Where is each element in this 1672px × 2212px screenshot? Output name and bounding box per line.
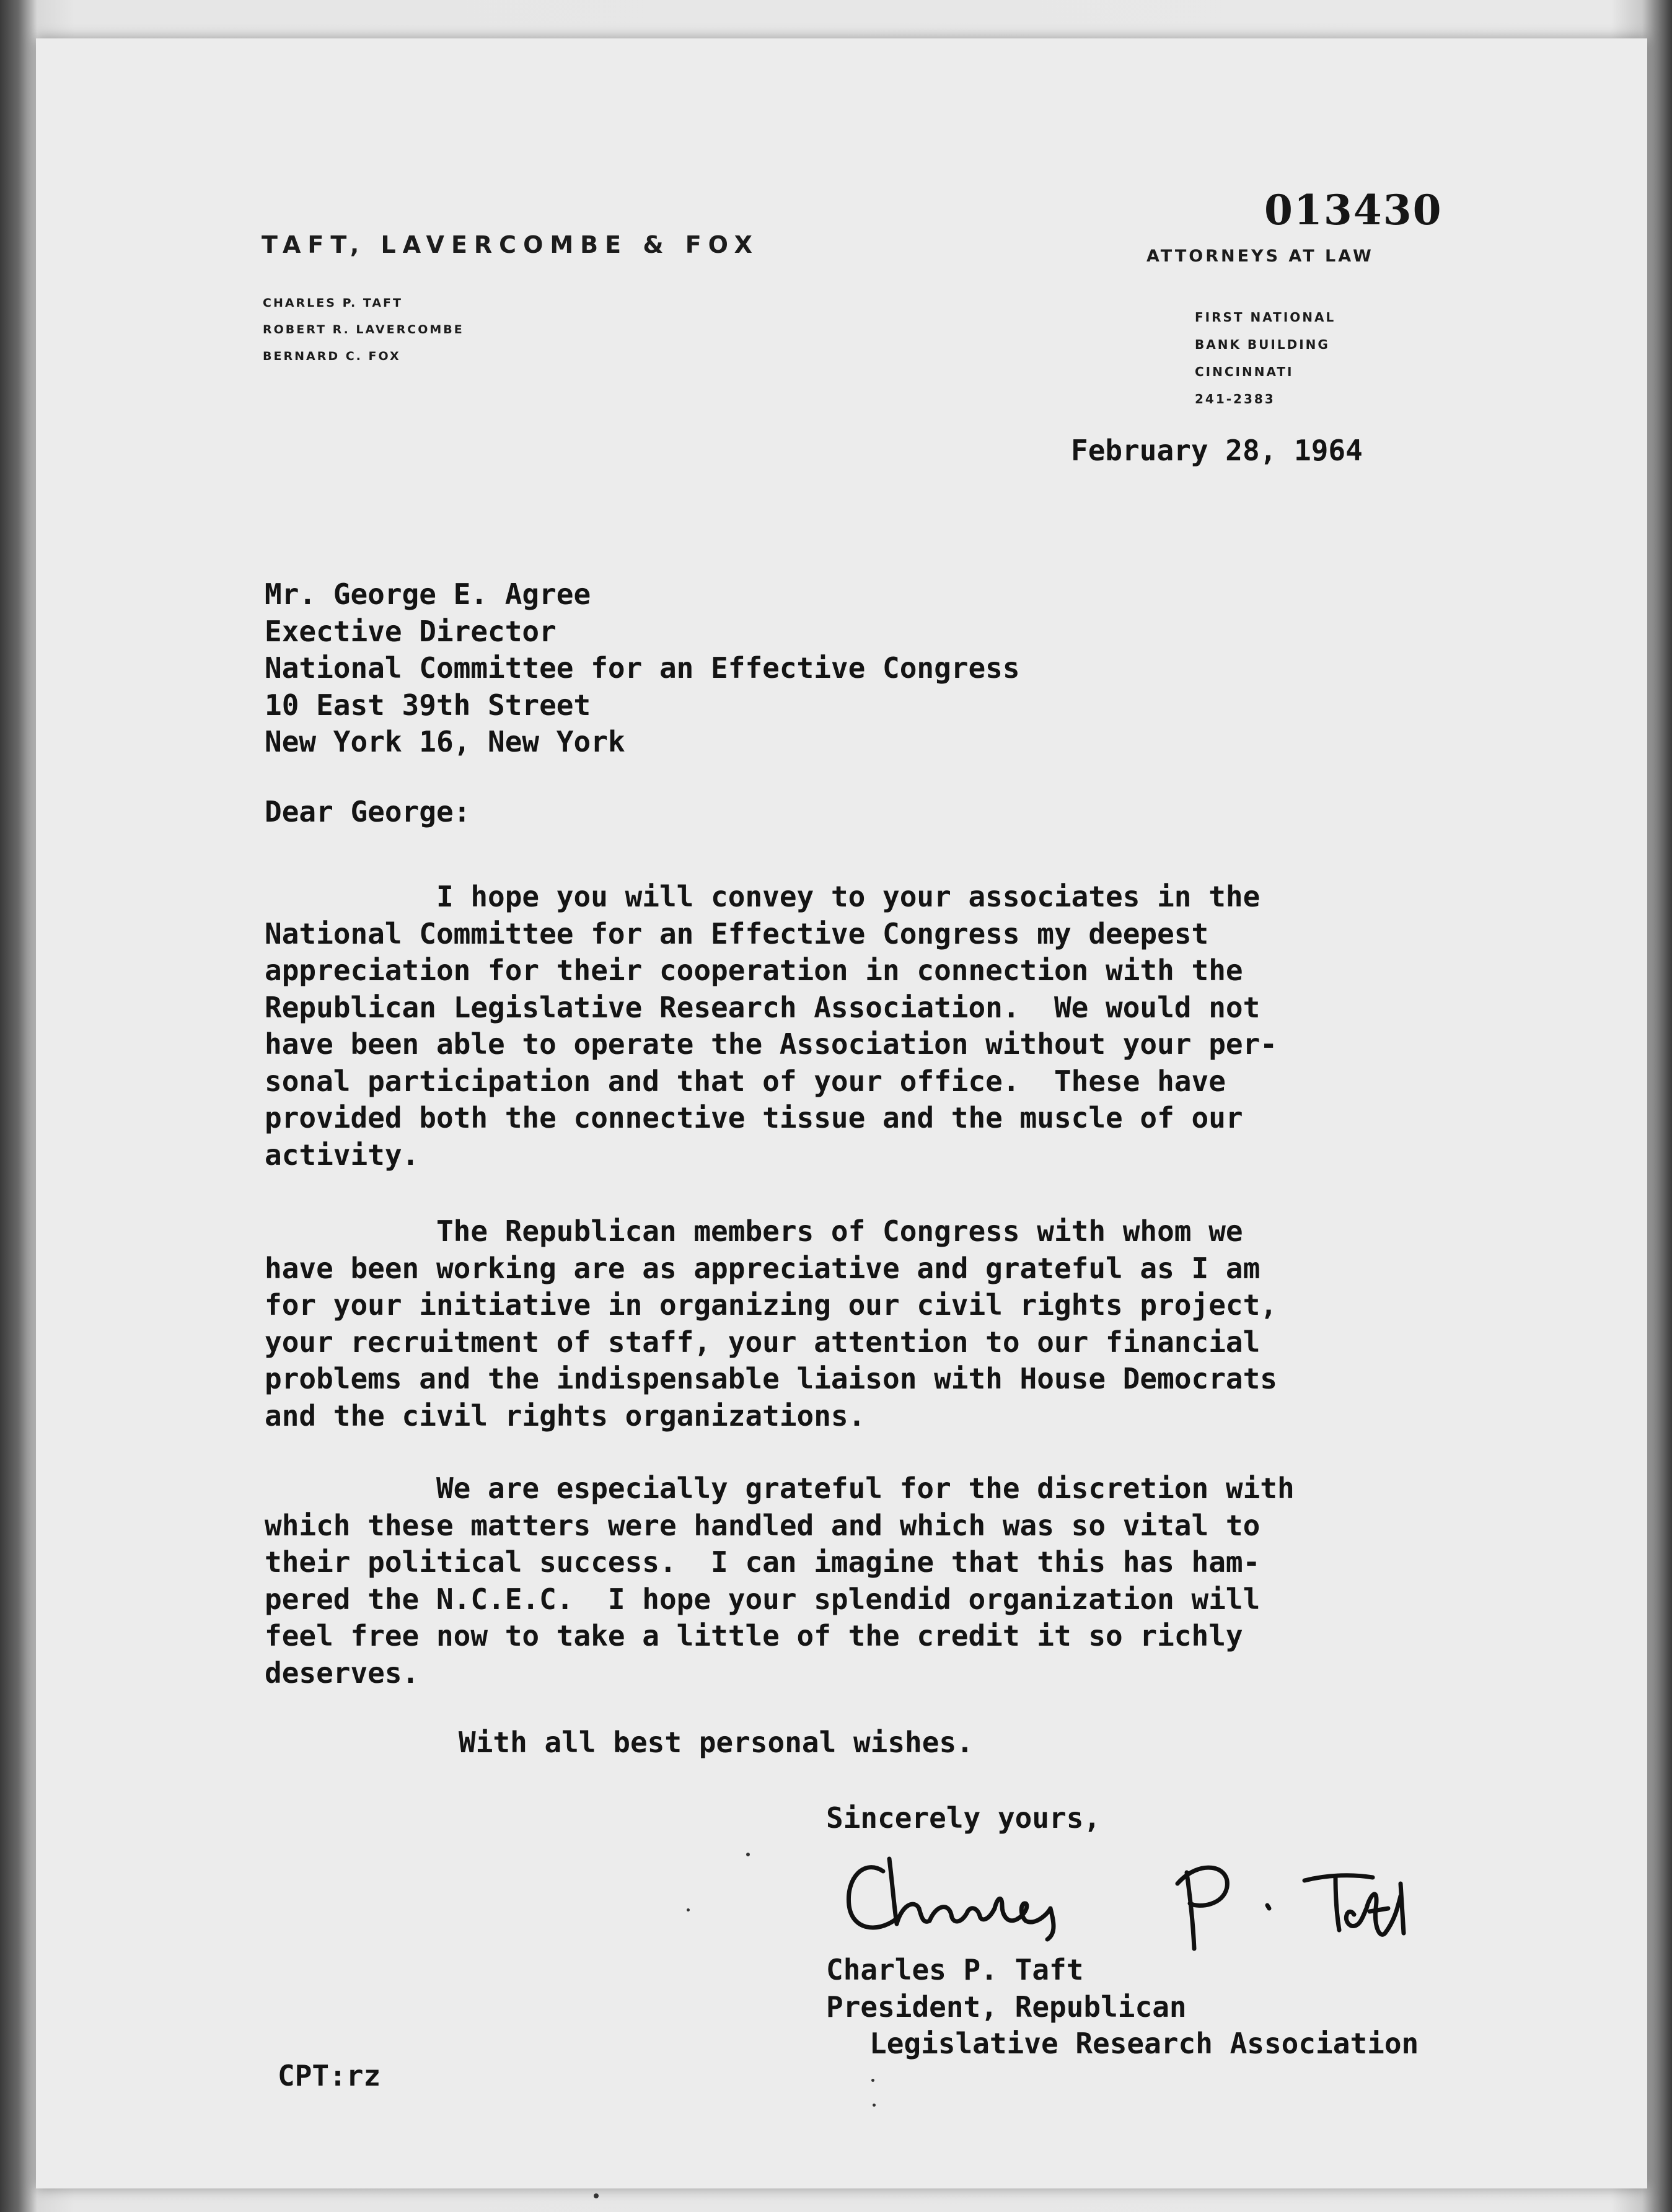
- paper-speck: [594, 2193, 599, 2198]
- body-paragraph-2: The Republican members of Congress with whom we have been working are as appreciative and grateful as I am for your initiative in organizing our civil rights project, your recruitment of staff, your attention to our financial problems and the indispensable liaison with House Democrats and the civil rights organizations.: [265, 1214, 1277, 1433]
- paper-speck: [871, 2079, 874, 2082]
- closing-wishes: With all best personal wishes.: [459, 1726, 974, 1759]
- partner-name: ROBERT R. LAVERCOMBE: [263, 323, 464, 336]
- signature-block: [826, 1952, 1419, 2063]
- partner-name: BERNARD C. FOX: [263, 349, 401, 363]
- firm-address: [1195, 304, 1335, 413]
- partner-name: CHARLES P. TAFT: [263, 296, 403, 310]
- signer-title-1: President, Republican: [826, 1990, 1187, 2024]
- attorneys-at-law: ATTORNEYS AT LAW: [1146, 247, 1374, 266]
- recipient-organization: National Committee for an Effective Congress: [265, 651, 1020, 685]
- letter-date: February 28, 1964: [1071, 434, 1363, 467]
- recipient-city: New York 16, New York: [265, 725, 625, 758]
- phone-number: 241-2383: [1195, 392, 1275, 406]
- handwritten-signature: [840, 1846, 1428, 1952]
- body-paragraph-1: I hope you will convey to your associates in the National Committee for an Effective Congress my deepest appreciation for their cooperation in connection with the Republican Legislative Research Association. We would not have been able to operate the Association without your per- sonal participation and that of your office. These have provided both the connective tissue and the muscle of our activity.: [265, 880, 1277, 1172]
- salutation: Dear George:: [265, 795, 471, 828]
- paper-speck: [873, 2104, 876, 2107]
- address-line: CINCINNATI: [1195, 364, 1294, 379]
- document-number: 013430: [1264, 186, 1443, 234]
- recipient-street: 10 East 39th Street: [265, 688, 591, 722]
- recipient-title: Exective Director: [265, 614, 557, 648]
- partner-list: [263, 290, 464, 370]
- recipient-address: [265, 576, 1020, 761]
- paper-speck: [746, 1853, 750, 1856]
- firm-name: TAFT, LAVERCOMBE & FOX: [262, 231, 759, 258]
- body-paragraph-3: We are especially grateful for the discretion with which these matters were handled and which was so vital to their political success. I can imagine that this has ham- pered the N.C.E.C. I hope your splendid organization will feel free now to take a little of the credit it so richly deserves.: [265, 1472, 1295, 1690]
- valediction: Sincerely yours,: [826, 1801, 1101, 1835]
- signer-name: Charles P. Taft: [826, 1953, 1084, 1986]
- recipient-name: Mr. George E. Agree: [265, 577, 591, 611]
- address-line: BANK BUILDING: [1195, 337, 1330, 352]
- signer-title-2: Legislative Research Association: [869, 2027, 1419, 2060]
- paper-speck: [687, 1908, 690, 1911]
- reference-initials: CPT:rz: [278, 2059, 381, 2092]
- address-line: FIRST NATIONAL: [1195, 310, 1336, 325]
